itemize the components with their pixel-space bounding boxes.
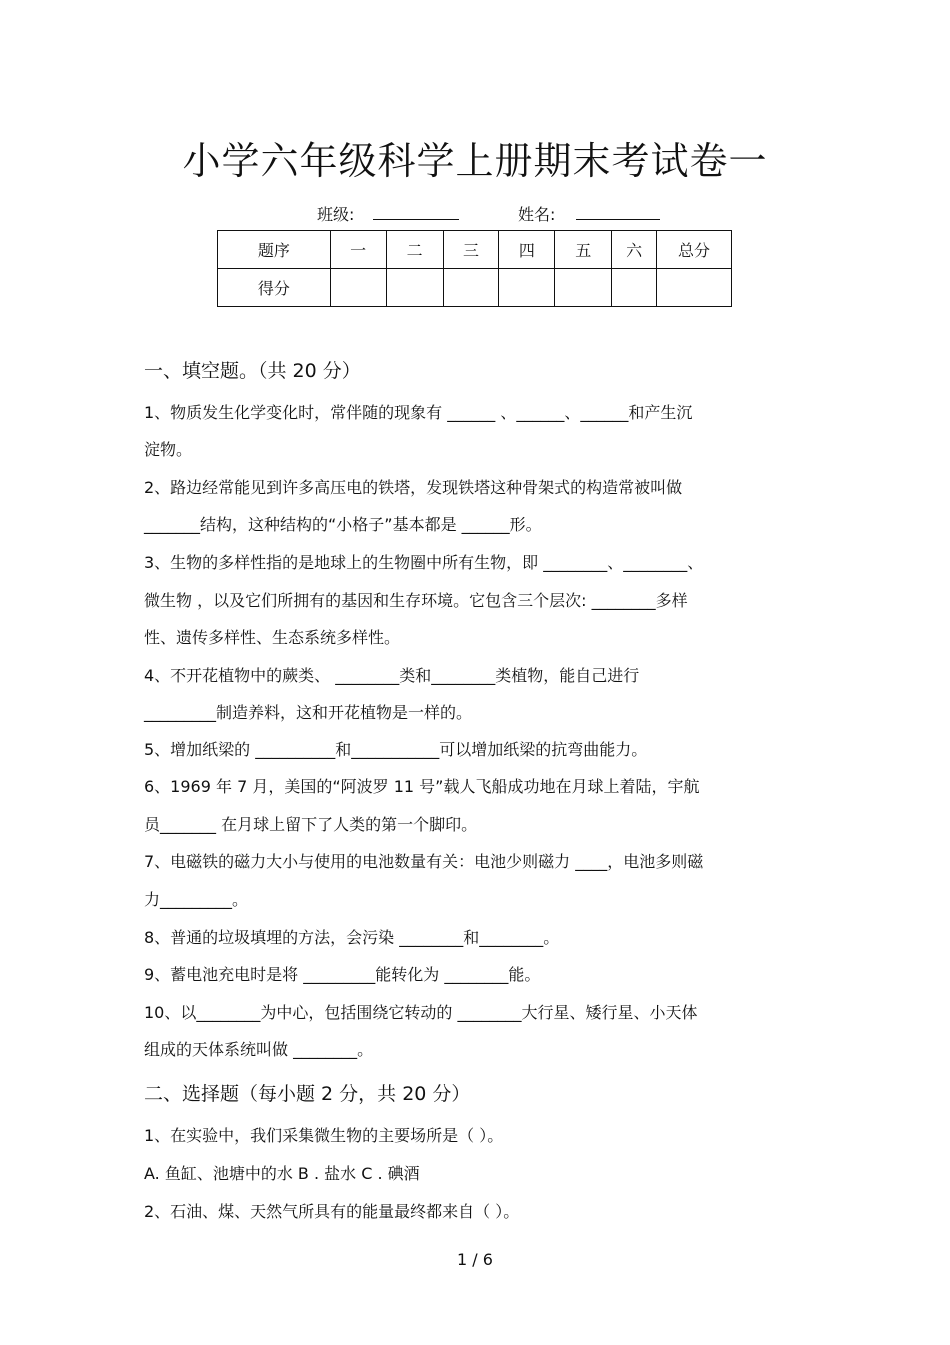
question-line: 4、不开花植物中的蕨类、 ________类和________类植物，能自己进行 bbox=[144, 666, 640, 685]
score-cell bbox=[555, 269, 612, 307]
question-line: 9、蓄电池充电时是将 _________能转化为 ________能。 bbox=[144, 965, 541, 984]
table-row bbox=[218, 231, 732, 269]
score-cell bbox=[330, 269, 386, 307]
table-header-cell: 题序 bbox=[218, 231, 331, 269]
table-header-cell: 二 bbox=[386, 231, 443, 269]
section-heading: 一、填空题。（共 20 分） bbox=[144, 360, 361, 382]
name-label: 姓名: bbox=[518, 205, 556, 224]
score-table bbox=[217, 230, 732, 307]
question-line: 10、以________为中心，包括围绕它转动的 ________大行星、矮行星、小天体 bbox=[144, 1003, 698, 1022]
score-cell bbox=[386, 269, 443, 307]
question-line: 1、在实验中，我们采集微生物的主要场所是（ ）。 bbox=[144, 1126, 504, 1145]
table-header-cell: 六 bbox=[612, 231, 657, 269]
table-header-cell: 三 bbox=[443, 231, 499, 269]
table-header-cell: 四 bbox=[499, 231, 555, 269]
question-line: 员_______ 在月球上留下了人类的第一个脚印。 bbox=[144, 815, 478, 834]
score-cell bbox=[499, 269, 555, 307]
question-line: 力_________。 bbox=[144, 890, 249, 909]
question-line: _______结构，这种结构的“小格子”基本都是 ______形。 bbox=[144, 515, 542, 534]
question-line: 2、石油、煤、天然气所具有的能量最终都来自（ ）。 bbox=[144, 1202, 520, 1221]
question-line: A. 鱼缸、池塘中的水 B . 盐水 C . 碘酒 bbox=[144, 1164, 420, 1183]
question-line: 微生物 ，以及它们所拥有的基因和生存环境。它包含三个层次: ________多样 bbox=[144, 591, 688, 610]
table-header-cell: 一 bbox=[330, 231, 386, 269]
question-line: _________制造养料，这和开花植物是一样的。 bbox=[144, 703, 473, 722]
question-line: 3、生物的多样性指的是地球上的生物圈中所有生物，即 ________、________、 bbox=[144, 553, 704, 572]
class-blank bbox=[373, 219, 459, 220]
table-header-cell: 五 bbox=[555, 231, 612, 269]
question-line: 组成的天体系统叫做 ________。 bbox=[144, 1040, 374, 1059]
name-blank bbox=[576, 219, 660, 220]
question-line: 5、增加纸梁的 __________和___________可以增加纸梁的抗弯曲能力。 bbox=[144, 740, 648, 759]
question-line: 淀物。 bbox=[144, 440, 193, 459]
question-line: 2、路边经常能见到许多高压电的铁塔，发现铁塔这种骨架式的构造常被叫做 bbox=[144, 478, 683, 497]
table-row-label: 得分 bbox=[218, 269, 331, 307]
question-line: 7、电磁铁的磁力大小与使用的电池数量有关：电池少则磁力 ____，电池多则磁 bbox=[144, 852, 704, 871]
section-heading: 二、选择题（每小题 2 分，共 20 分） bbox=[144, 1083, 471, 1105]
table-row bbox=[218, 269, 732, 307]
score-cell bbox=[443, 269, 499, 307]
question-line: 6、1969 年 7 月，美国的“阿波罗 11 号”载人飞船成功地在月球上着陆，宇航 bbox=[144, 777, 700, 796]
page-number: 1 / 6 bbox=[457, 1250, 493, 1269]
page-title: 小学六年级科学上册期末考试卷一 bbox=[182, 139, 768, 183]
question-line: 1、物质发生化学变化时，常伴随的现象有 ______ 、______、______和产生沉 bbox=[144, 403, 693, 422]
score-cell bbox=[657, 269, 732, 307]
score-cell bbox=[612, 269, 657, 307]
table-header-cell: 总分 bbox=[657, 231, 732, 269]
question-line: 性、遗传多样性、生态系统多样性。 bbox=[144, 628, 401, 647]
class-label: 班级: bbox=[317, 205, 355, 224]
question-line: 8、普通的垃圾填埋的方法，会污染 ________和________。 bbox=[144, 928, 560, 947]
